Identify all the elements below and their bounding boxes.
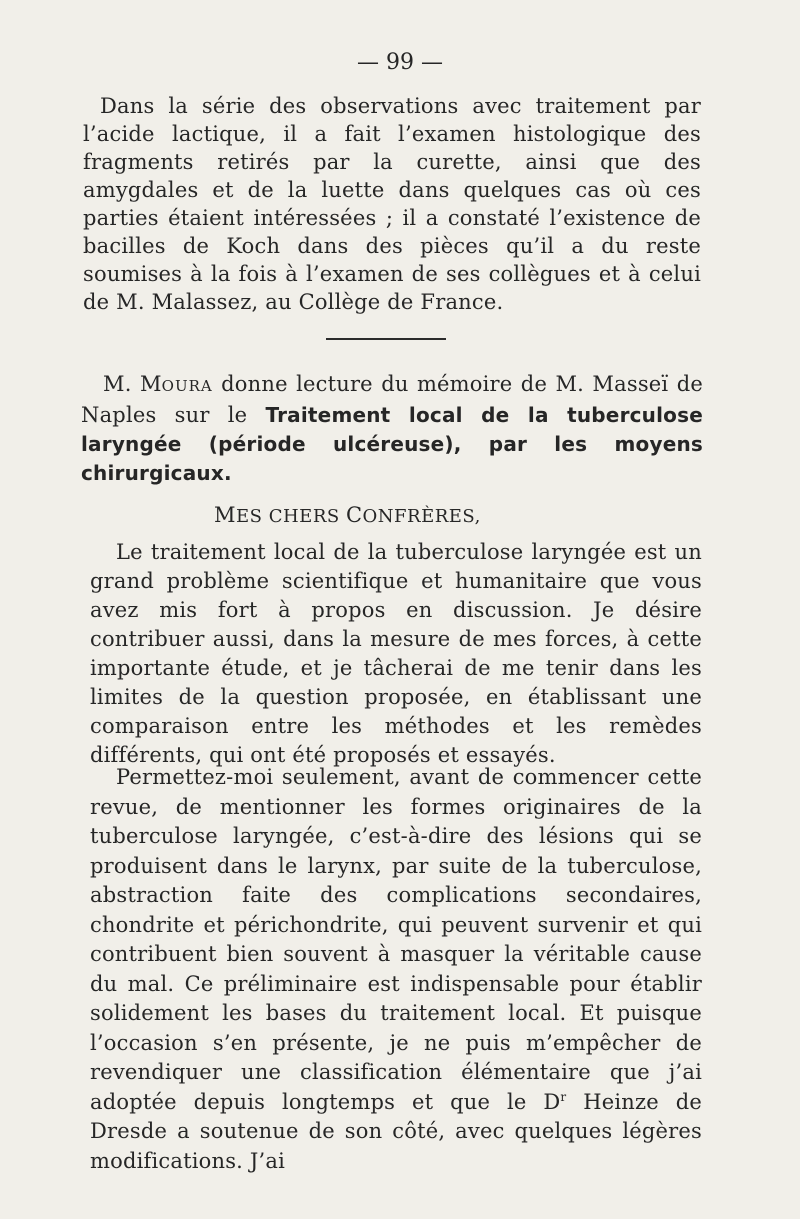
speaker-name-smallcaps: OURA xyxy=(161,377,213,395)
salutation xyxy=(214,503,481,527)
paragraph4-text: Permettez-moi seulement, avant de commencer cette revue, de mentionner les formes originaires de la tuberculose laryngée, c’est-à-dire des lésions qui se produisent dans le larynx, par suite de la tuberculose, abstraction faite des complications secondaires, chondrite et périchondrite, qui peuvent survenir et qui contribuent bien souvent à masquer la véritable cause du mal. Ce préliminaire est indispensable pour établir solidement les bases du traitement local. Et puisque l’occasion s’en présente, je ne puis m’empêcher de revendiquer une classification élémentaire que j’ai adoptée depuis longtemps et que le D xyxy=(90,765,702,1114)
salutation-es: ES CHERS xyxy=(236,506,346,527)
paragraph-local-treatment: Le traitement local de la tuberculose laryngée est un grand problème scientifique et humanitaire que vous avez mis fort à propos en discussion. Je désire contribuer aussi, dans la mesure de mes forces, à cette importante étude, et je tâcherai de me tenir dans les limites de la question proposée, en établissant une comparaison entre les méthodes et les remèdes différents, qui ont été proposés et essayés. xyxy=(90,540,702,767)
section-divider xyxy=(326,338,446,340)
paragraph-acid-lactic-observations: Dans la série des observations avec traitement par l’acide lactique, il a fait l’examen histologique des fragments retirés par la curette, ainsi que des amygdales et de la luette dans quelques cas où ces parties étaient intéressées ; il a constaté l’existence de bacilles de Koch dans des pièces qu’il a du reste soumises à la fois à l’examen de ses collègues et à celui de M. Malassez, au Collège de France. xyxy=(83,94,701,314)
paragraph4-text-end: Heinze de Dresde a soutenue de son côté, avec quelques légères modifications. J’ai xyxy=(90,1089,703,1173)
speaker-initial: M. M xyxy=(103,372,162,396)
page-number: — 99 — xyxy=(357,50,443,75)
memoir-title: Traitement local de la tuberculose laryngée (période ulcéreuse), par les moyens chirurgicaux. xyxy=(81,403,703,485)
announcement-text: donne lecture du mémoire de M. Masseï de Naples sur le xyxy=(81,372,703,427)
doctor-superscript: r xyxy=(560,1089,567,1104)
paragraph-classification xyxy=(90,763,702,1176)
paragraph-announcement xyxy=(81,370,703,488)
salutation-onfreres: ONFRÈRES, xyxy=(362,506,481,527)
salutation-m: M xyxy=(214,503,237,527)
salutation-c: C xyxy=(345,503,363,527)
